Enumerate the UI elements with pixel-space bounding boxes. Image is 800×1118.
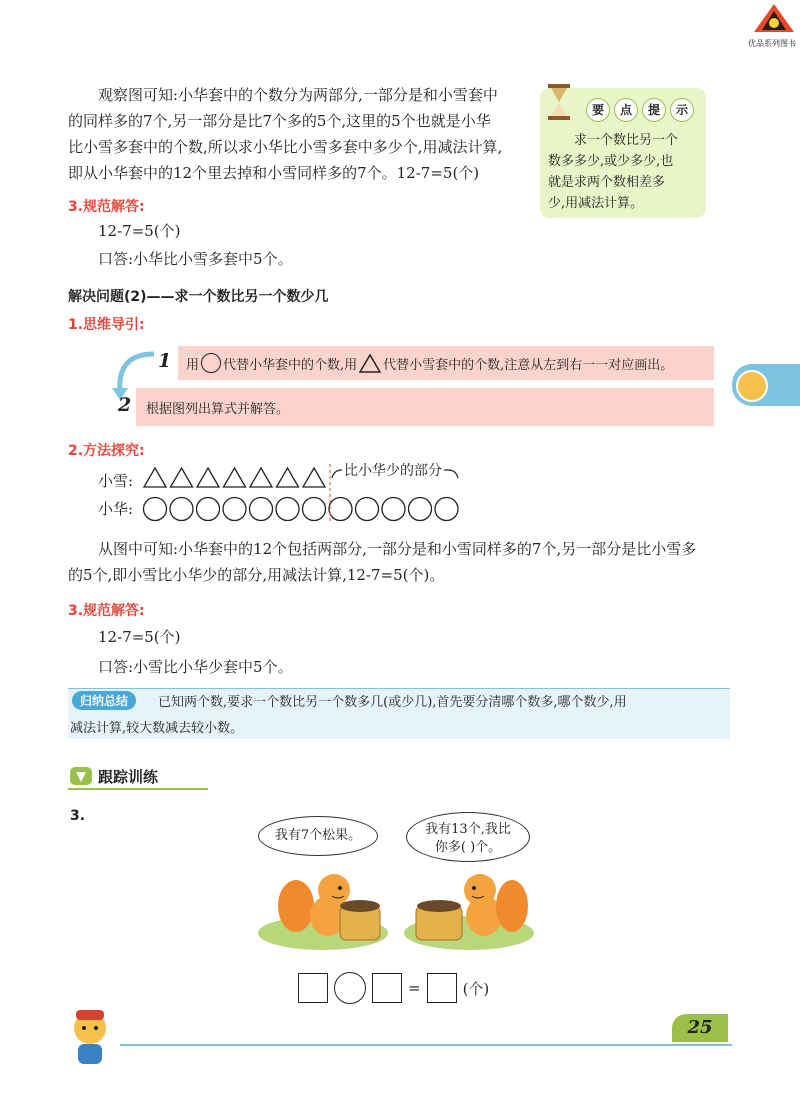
triangle-row: [144, 468, 325, 487]
question-number: 3.: [70, 808, 86, 824]
tip-title-char: 点: [614, 98, 638, 122]
triangle-mark: [250, 468, 272, 487]
summary-badge: 归纳总结: [72, 691, 136, 710]
circle-mark: [197, 498, 220, 521]
triangle-mark: [277, 468, 299, 487]
method-heading: 2.方法探究:: [68, 443, 145, 459]
tip-title-char: 示: [670, 98, 694, 122]
hourglass-icon: [546, 82, 572, 122]
logo-caption: 优品系列图书: [748, 39, 796, 48]
step-2-text: 根据图列出算式并解答。: [146, 401, 290, 417]
triangle-mark: [303, 468, 325, 487]
guide-heading: 1.思维导引:: [68, 317, 145, 333]
practice-icon: [68, 764, 94, 788]
triangle-mark: [197, 468, 219, 487]
unit-label: (个): [462, 979, 490, 998]
circle-mark: [409, 498, 432, 521]
summary-line-1: 已知两个数,要求一个数比另一个数多几(或少几),首先要分清哪个数多,哪个数少,用: [158, 695, 627, 710]
explain-line: 从图中可知:小华套中的12个包括两部分,一部分是和小雪同样多的7个,另一部分是比小雪多: [98, 540, 697, 558]
triangle-logo-icon: [752, 2, 796, 34]
step-1-bar: [178, 346, 714, 380]
oral-answer-2: 口答:小雪比小华少套中5个。: [98, 658, 293, 676]
key-point-tip-box: [540, 88, 706, 218]
circle-mark: [356, 498, 379, 521]
practice-header: [68, 764, 208, 790]
row-hua-label: 小华:: [98, 500, 134, 518]
para-line: 比小雪多套中的个数,所以求小华比小雪多套中多少个,用减法计算,: [68, 138, 503, 156]
page-number: 25: [687, 1017, 713, 1038]
tip-line: 少,用减法计算。: [548, 196, 644, 211]
explain-line: 的5个,即小雪比小华少的部分,用减法计算,12-7=5(个)。: [68, 566, 445, 584]
equals-sign: =: [408, 979, 421, 997]
step-1-text-c: 代替小雪套中的个数,注意从左到右一一对应画出。: [383, 357, 674, 373]
row-xue-label: 小雪:: [98, 472, 134, 490]
circle-mark: [303, 498, 326, 521]
step-1-text-b: 代替小华套中的个数,用: [223, 357, 358, 373]
tip-line: 求一个数比另一个: [574, 133, 679, 148]
answer-box-2[interactable]: [372, 973, 402, 1003]
practice-heading: 跟踪训练: [98, 767, 159, 786]
tip-text: [548, 130, 702, 214]
equation-2: 12-7=5(个): [98, 628, 181, 646]
circle-mark: [435, 498, 458, 521]
equation-1: 12-7=5(个): [98, 222, 181, 240]
tip-title: [586, 98, 694, 122]
triangle-mark: [144, 468, 166, 487]
answer-box-result[interactable]: [427, 973, 457, 1003]
speech-bubble-right: [406, 812, 530, 862]
answer-heading-1: 3.规范解答:: [68, 199, 145, 215]
step-2-bar: [136, 388, 714, 426]
circle-mark: [276, 498, 299, 521]
squirrel-left-icon: [274, 866, 384, 946]
bubble-left-text: 我有7个松果。: [274, 828, 362, 843]
circle-symbol-icon: [201, 353, 221, 373]
circle-mark: [144, 498, 167, 521]
step-1-number: 1: [158, 350, 172, 372]
squirrel-illustration: [254, 812, 554, 952]
circle-mark: [329, 498, 352, 521]
tip-title-char: 要: [586, 98, 610, 122]
bubble-right-line-2: 你多( )个。: [434, 840, 502, 855]
step-2-number: 2: [118, 394, 132, 416]
para-line: 的同样多的7个,另一部分是比7个多的5个,这里的5个也就是小华: [68, 112, 491, 130]
circle-mark: [223, 498, 246, 521]
para-line: 观察图可知:小华套中的个数分为两部分,一部分是和小雪套中: [98, 86, 498, 104]
triangle-mark: [171, 468, 193, 487]
step-1-text-a: 用: [186, 357, 200, 373]
page-number-tab: [672, 1014, 728, 1042]
publisher-logo: [748, 2, 796, 48]
side-tab: [732, 364, 800, 406]
mascot-footer-icon: [58, 1004, 122, 1068]
circle-mark: [170, 498, 193, 521]
tip-line: 数多多少,或少多少,也: [548, 154, 674, 169]
intro-paragraph: [68, 82, 528, 186]
answer-equation: [298, 972, 489, 1004]
para-line: 即从小华套中的12个里去掉和小雪同样多的7个。12-7=5(个): [68, 164, 480, 182]
triangle-symbol-icon: [359, 353, 381, 373]
circle-mark: [250, 498, 273, 521]
answer-heading-2: 3.规范解答:: [68, 603, 145, 619]
tip-line: 就是求两个数相差多: [548, 175, 666, 190]
answer-box-1[interactable]: [298, 973, 328, 1003]
summary-box: [68, 688, 730, 739]
explain-paragraph: [68, 536, 728, 588]
brace-label: 比小华少的部分: [342, 460, 444, 480]
speech-bubble-left: [258, 816, 378, 856]
problem-2-title: 解决问题(2)——求一个数比另一个数少几: [68, 289, 329, 305]
footer-line: [120, 1044, 732, 1046]
tip-title-char: 提: [642, 98, 666, 122]
operator-circle[interactable]: [334, 972, 366, 1004]
mascot-icon: [736, 370, 768, 402]
oral-answer-1: 口答:小华比小雪多套中5个。: [98, 250, 293, 268]
triangle-mark: [224, 468, 246, 487]
summary-line-2: 减法计算,较大数减去较小数。: [70, 721, 244, 736]
circle-row: [144, 498, 459, 521]
squirrel-right-icon: [414, 866, 534, 946]
bubble-right-line-1: 我有13个,我比: [425, 822, 511, 837]
circle-mark: [382, 498, 405, 521]
